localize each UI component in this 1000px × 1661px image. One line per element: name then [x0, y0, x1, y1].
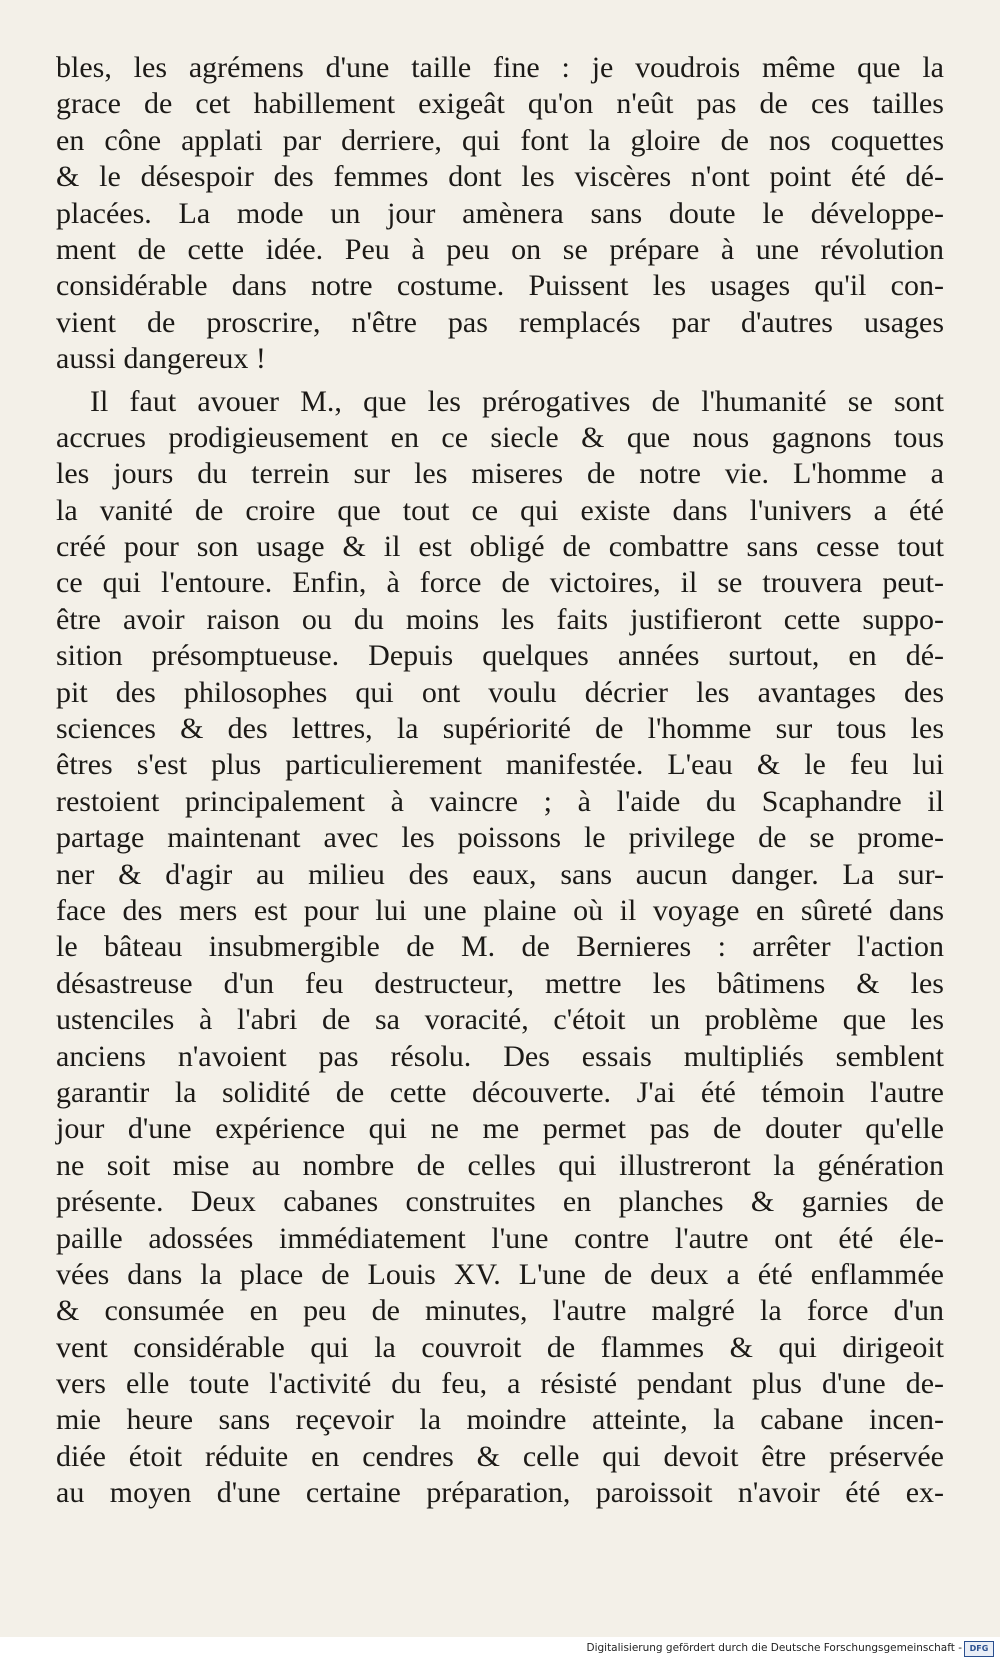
funding-credit: Digitalisierung gefördert durch die Deutsche Forschungsgemeinschaft - — [586, 1642, 962, 1654]
text-line: ment de cette idée. Peu à peu on se prépare à une révolution — [56, 232, 944, 266]
dfg-logo-icon: DFG — [964, 1641, 994, 1657]
text-line: anciens n'avoient pas résolu. Des essais multipliés semblent — [56, 1039, 944, 1073]
text-line: ustenciles à l'abri de sa voracité, c'étoit un problème que les — [56, 1003, 944, 1037]
text-line: en cône applati par derriere, qui font la gloire de nos coquettes — [56, 123, 944, 157]
digitization-footer — [0, 1637, 1000, 1661]
text-line: diée étoit réduite en cendres & celle qui devoit être préservée — [56, 1439, 944, 1473]
text-line: le bâteau insubmergible de M. de Bernieres : arrêter l'action — [56, 930, 944, 964]
text-line: présente. Deux cabanes construites en planches & garnies de — [56, 1185, 944, 1219]
text-line: être avoir raison ou du moins les faits justifieront cette suppo- — [56, 602, 944, 636]
text-line: créé pour son usage & il est obligé de combattre sans cesse tout — [56, 530, 944, 564]
text-line: vées dans la place de Louis XV. L'une de deux a été enflammée — [56, 1257, 944, 1291]
text-line: pit des philosophes qui ont voulu décrier les avantages des — [56, 675, 944, 709]
text-line: considérable dans notre costume. Puissent les usages qu'il con- — [56, 269, 944, 303]
text-line: vient de proscrire, n'être pas remplacés par d'autres usages — [56, 305, 944, 339]
text-line: mie heure sans reçevoir la moindre atteinte, la cabane incen- — [56, 1403, 944, 1437]
text-line: vent considérable qui la couvroit de flammes & qui dirigeoit — [56, 1330, 944, 1364]
text-line: au moyen d'une certaine préparation, paroissoit n'avoir été ex- — [56, 1476, 944, 1510]
text-line: sition présomptueuse. Depuis quelques années surtout, en dé- — [56, 639, 944, 673]
text-line: ce qui l'entoure. Enfin, à force de victoires, il se trouvera peut- — [56, 566, 944, 600]
text-line: & le désespoir des femmes dont les viscères n'ont point été dé- — [56, 160, 944, 194]
text-line: paille adossées immédiatement l'une contre l'autre ont été éle- — [56, 1221, 944, 1255]
text-line: jour d'une expérience qui ne me permet pas de douter qu'elle — [56, 1112, 944, 1146]
text-line: accrues prodigieusement en ce siecle & que nous gagnons tous — [56, 420, 944, 454]
text-line: partage maintenant avec les poissons le privilege de se prome- — [56, 821, 944, 855]
text-line: bles, les agrémens d'une taille fine : je voudrois même que la — [56, 51, 944, 84]
text-line: êtres s'est plus particulierement manifestée. L'eau & le feu lui — [56, 748, 944, 782]
text-line: ner & d'agir au milieu des eaux, sans aucun danger. La sur- — [56, 857, 944, 891]
text-line: aussi dangereux ! — [56, 342, 266, 376]
text-line: & consumée en peu de minutes, l'autre malgré la force d'un — [56, 1294, 944, 1328]
text-line: Il faut avouer M., que les prérogatives de l'humanité se sont — [90, 384, 944, 418]
text-line: les jours du terrein sur les miseres de notre vie. L'homme a — [56, 457, 944, 491]
text-line: face des mers est pour lui une plaine où il voyage en sûreté dans — [56, 893, 944, 927]
body-text — [56, 50, 944, 1512]
text-line: vers elle toute l'activité du feu, a résisté pendant plus d'une de- — [56, 1367, 944, 1401]
text-line: la vanité de croire que tout ce qui existe dans l'univers a été — [56, 493, 944, 527]
text-line: ne soit mise au nombre de celles qui illustreront la génération — [56, 1148, 944, 1182]
text-line: sciences & des lettres, la supériorité de l'homme sur tous les — [56, 712, 944, 746]
text-line: restoient principalement à vaincre ; à l'aide du Scaphandre il — [56, 784, 944, 818]
text-line: grace de cet habillement exigeât qu'on n'eût pas de ces tailles — [56, 87, 944, 121]
text-line: garantir la solidité de cette découverte. J'ai été témoin l'autre — [56, 1075, 944, 1109]
text-line: désastreuse d'un feu destructeur, mettre les bâtimens & les — [56, 966, 944, 1000]
text-line: placées. La mode un jour amènera sans doute le développe- — [56, 196, 944, 230]
